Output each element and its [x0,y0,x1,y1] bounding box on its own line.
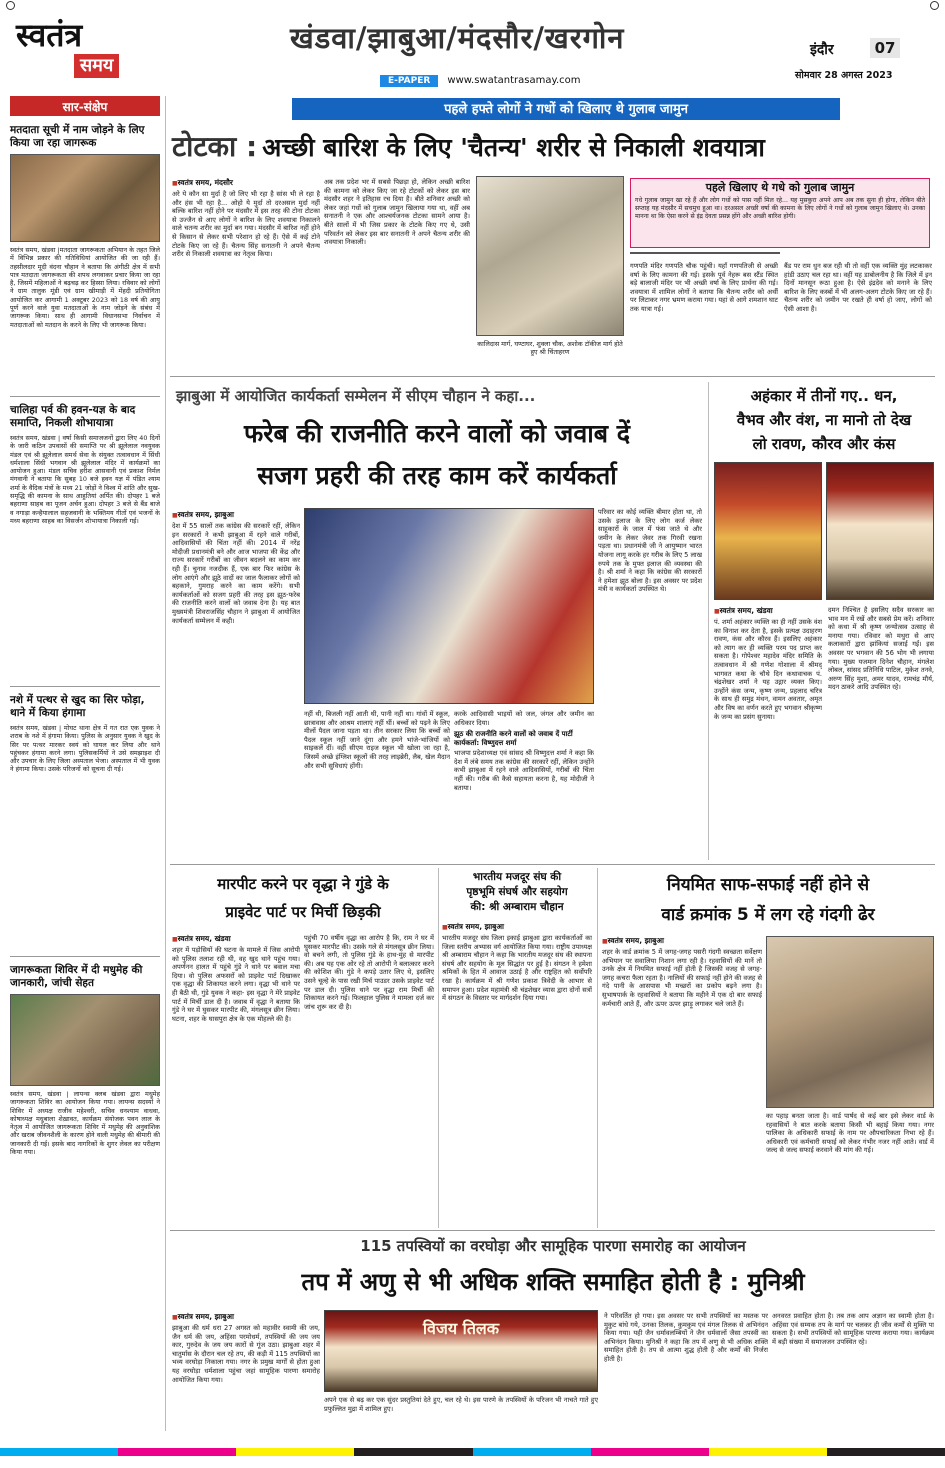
marpit-col-1 [172,934,300,1224]
logo-top-text: स्वतंत्र [16,16,83,54]
totka-body-3: गणपति मंदिर गणपति चौक पहुंची। यहाँ गणपतिजी से अच्छी वर्षा के लिए कामना की गई। इसके पूर्व नेहरू बस स्टैंड स्थित बड़े बालाजी मंदिर पर भी अच्छी वर्षा के लिए प्रार्थना की गई। शवयात्रा में शामिल लोगों ने बताया कि चैतन्य शरीर को अर्थी पर लिटाकर नगर भ्रमण कराया गया। यहां से आगे शमशान घाट तक यात्रा गई। [630,262,778,313]
mazdoor-headline [442,870,592,915]
ahankar-body-1: पं. शर्मा अहंकार व्यक्ति का ही नहीं उसके वंश का विनाश कर देता है, इसके प्रत्यक्ष उदाहरण रावण, कंस और कौरव हैं। इसलिए अहंकार को त्याग कर ही व्यक्ति परम पद प्राप्त कर सकता है। गोपेश्वर महादेव मंदिर समिति के तत्वावधान में श्री गणेश गोशाला में श्रीमद् भागवत कथा के चौथे दिन कथावाचक पं. चंद्रशेखर शर्मा ने यह उद्गार व्यक्त किए। उन्होंने कंस जन्म, कृष्ण जन्म, प्रहलाद चरित्र के साथ ही समुद्र मंथन, वामन अवतार, अमृत और विष का वर्णन करते हुए भगवान श्रीकृष्ण के जन्म का प्रसंग सुनाया। [714,618,822,721]
ahankar-body-2: दमन निश्चित है इसलिए सदैव सरकार का भाव मन में रखें और सबसे प्रेम करें। शनिवार को कथा में श्री कृष्ण जन्मोत्सव उत्साह से मनाया गया। रविवार को मथुरा से आए कलाकारों द्वारा झांकियां सजाई गईं। इस अवसर पर भगवान की 56 भोग भी लगाया गया। मुख्य यजमान दिनेश चौहान, मंगलेश लोबल, सांसद प्रतिनिधि पाटिल, मुकेश तनवे, अरुण सिंह मुशा, अमर यादव, रामचंद्र मौर्य, मदन ठाकरे आदि उपस्थित रहे। [828,606,934,692]
ahankar-photo-2 [826,462,934,600]
marpit-col-2 [304,934,434,1224]
totka-col-3 [630,262,778,370]
sidebar-divider [10,956,160,957]
mazdoor-headline-line-1: भारतीय मजदूर संघ की [472,871,562,883]
sidebar-item [10,124,160,386]
column-separator [597,868,598,1228]
registration-mark [930,1,939,10]
sidebar-item-headline: चालिहा पर्व की हवन-यज्ञ के बाद समाप्ति, निकली शोभायात्रा [10,404,136,429]
safai-headline-line-1: नियमित साफ-सफाई नहीं होने से [666,875,870,895]
cm-col-4 [598,508,702,860]
color-swatch-yellow [709,1448,827,1456]
bottom-color-bar [0,1448,945,1460]
sidebar [10,96,160,1431]
totka-body-4: बैंड पर राम धुन बज रही थी तो वहीं एक व्यक्ति मुंह लटकाकर हांडी उठाए चल रहा था। वहीं यह डाबोलनीय है कि जिले में इन दिनों मानसून रूठा हुआ है। ऐसे इंद्रदेव को मनाने के लिए बारिश के लिए कस्बों में भी अलग-अलग टोटके किए जा रहे हैं। चैतन्य शरीर को जमीन पर रखते ही वर्षा हो जाए, लोगों को ऐसी आशा है। [784,262,932,313]
cm-body-3: करके आदिवासी भाइयों को जल, जंगल और जमीन का अधिकार दिया। [454,710,594,727]
totka-col-2 [324,178,470,368]
cm-body-4: परिवार का कोई व्यक्ति बीमार होता था, तो उसके इलाज के लिए लोग कर्ज लेकर साहूकारों के जाल में फंस जाते थे और जमीन के लेकर जेवर तक गिरवी रखना पड़ता था। प्रधानमंत्री जी ने आयुष्मान भारत योजना लागू करके हर गरीब के लिए 5 लाख रुपये तक के मुफ्त इलाज की व्यवस्था की है। श्री शर्मा ने कहा कि कांग्रेस की सरकारों ने हमेशा झूठ बोला है। इस अवसर पर प्रदेश मंत्री व कार्यकर्ता उपस्थित थे। [598,508,702,594]
color-swatch-cyan [0,1448,118,1456]
ahankar-col-1 [714,606,822,860]
epaper-label: E-PAPER [380,75,438,87]
color-swatch-yellow [236,1448,354,1456]
column-separator [708,382,709,860]
safai-col-2 [766,1112,934,1224]
epaper-bar [380,68,820,86]
cm-body-1: देश में 55 सालों तक कांग्रेस की सरकारें रहीं, लेकिन इन सरकारों ने कभी झाबुआ में रहने वाले गरीबों, आदिवासियों की चिंता नहीं की। 2014 में नरेंद्र मोदीजी प्रधानमंत्री बने और आज भाजपा की केंद्र और राज्य सरकारें गरीबों का जीवन बदलने का काम कर रही हैं। चुनाव नजदीक हैं, एक बार फिर कांग्रेस के लोग आएंगे और झूठे वादों का जाल फैलाकर लोगों को बहकाने, गुमराह करने का काम करेंगे। सभी कार्यकर्ताओं को सजग प्रहरी की तरह इस झूठ-फरेब की राजनीति करने वालों को जवाब देना है। यह बात मुख्यमंत्री शिवराजसिंह चौहान ने झाबुआ में आयोजित कार्यकर्ता सम्मेलन में कही। [172,522,300,625]
totka-kicker: पहले हफ्ते लोगों ने गधों को खिलाए थे गुलाब जामुन [444,102,688,117]
edition-title: खंडवा/झाबुआ/मंदसौर/खरगोन [290,21,625,55]
sidebar-item-photo [10,154,160,242]
page-number-badge [870,38,900,58]
cm-subhead: झूठ की राजनीति करने वालों को जवाब दें पार्टी कार्यकर्ता: विष्णुदत्त शर्मा [454,730,573,747]
sidebar-item-headline: जागरूकता शिविर में दी मधुमेह की जानकारी, जांची सेहत [10,964,143,989]
muni-col-3 [604,1312,768,1434]
issue-date: सोमवार 28 अगस्त 2023 [795,70,893,81]
masthead-logo [16,16,136,88]
city-label: इंदौर [810,42,834,58]
sidebar-title: सार-संक्षेप [62,100,108,114]
cm-dateline: ■ स्वतंत्र समय, झाबुआ [172,510,300,520]
totka-headline-prefix: टोटका : [172,130,258,163]
ahankar-headline-line-1: अहंकार में तीनों गए.. धन, [750,387,898,405]
marpit-headline [172,870,434,926]
totka-headline [172,124,932,170]
section-divider [170,1230,935,1231]
sidebar-item-body: स्वतंत्र समय, खंडवा |मतदाता जागरूकता अभियान के तहत जिले में विभिन्न प्रकार की गतिविधियां आयोजित की जा रही हैं। तहसीलदार मूदी वंदना चौहान ने बताया कि अंगीठी क्षेत्र में सभी पात्र मतदाता जागरूकता की शपथ लगवाकर प्रचार किया जा रहा है, जिसमें महिलाओं ने बढ़चढ़ कर हिस्सा लिया। रविवार को लोगों ने ग्राम तालुक मूंडी एवं ग्राम खीमाड़ी में मेंहदी प्रतियोगिता आयोजित कर आगामी 1 अक्टूबर 2023 को 18 वर्ष की आयु पूर्ण करने वाले युवा मतदाताओं के नाम जोड़ने के संबंध में जागरूक किया। साथ ही आगामी विधानसभा निर्वाचन में मतदाताओं को मतदान के करने के लिए भी जागरूक किया। [10,246,160,329]
muni-col-1 [172,1312,320,1434]
safai-body-1: शहर के वार्ड क्रमांक 5 में जगह-जगह पसरी गंदगी स्वच्छता सर्वेक्षण अभियान पर सवालिया निशान लगा रही है। रहवासियों की मानें तो उनके क्षेत्र में नियमित सफाई नहीं होती है जिसकी वजह से जगह-जगह कचरा फैला रहता है। नालियों की सफाई नहीं होने की वजह से गंदे पानी के आसपास भी मच्छरों का प्रकोप बढ़ने लगा है। सुभाषपार्क के रहवासियों ने बताया कि महीने में एक दो बार सफाई कर्मचारी आते हैं, और ऊपर ऊपर झाड़ू लगाकर चले जाते हैं। [602,948,762,1008]
marpit-headline-line-1: मारपीट करने पर वृद्धा ने गुंडे के [217,875,389,893]
top-print-marks [0,0,945,10]
color-swatch-magenta [591,1448,709,1456]
cm-body-3b: भाजपा प्रदेशाध्यक्ष एवं सांसद श्री विष्णुदत्त शर्मा ने कहा कि देश में लंबे समय तक कांग्रेस की सरकारें रहीं, लेकिन उन्होंने कभी झाबुआ में रहने वाले आदिवासियों, गरीबों की चिंता नहीं की। गरीब की कैसे सहायता करना है, यह मोदीजी ने बताया। [454,749,594,792]
logo-bottom-text: समय [80,55,114,76]
page-number: 07 [874,39,896,57]
totka-col-4 [784,262,932,370]
mazdoor-headline-line-2: पृष्ठभूमि संघर्ष और सहयोग [466,886,568,898]
totka-side-body: गधे गुलाब जामुन खा रहे हैं और लोग गधों को पास नहीं मिल रहे... यह मुसकुरा अपने आप अब तक सुना ही होगा, लेकिन बीते सप्ताह यह मंदसौर में सचमुच हुआ था। दरअसल अच्छी वर्षा की कामना के लिए लोगों ने गधों को गुलाब जामुन खिलाए थे। उनका मानना था कि ऐसा करने से इंद्र देवता प्रसन्न होंगे और अच्छी बारिश होगी। [635,197,925,220]
safai-dateline: ■ स्वतंत्र समय, झाबुआ [602,936,762,946]
totka-photo-caption: कालिदास मार्ग, घण्टाघर, शुक्ला चौक, अशोक टॉकीज मार्ग होते हुए श्री चिंताहरण [477,340,623,356]
sidebar-item [10,694,160,874]
website-link[interactable]: www.swatantrasamay.com [447,75,581,86]
muni-body-4: अनवरत प्रवाहित होता है। तब तक आप अज्ञान का स्वामी होता है। अहिंसा एवं सम्यक तप के मार्ग पर चलकर ही जीव कर्मों से मुक्ति पा सकता है। सभी तपस्वियों को सामूहिक पारणा कराया गया। कार्यक्रम में बड़ी संख्या में समाजजन उपस्थित रहे। [772,1312,934,1346]
ahankar-headline-line-2: वैभव और वंश, ना मानो तो देख [736,411,912,429]
sidebar-item-body: स्वतंत्र समय, खंडवा | वर्षा किसी समाजजनों द्वारा लिए 40 दिनों के जारी कठिन उपवासों की समाप्ति पर श्री झूलेलाल नवयुवक मंडल एवं श्री झूलेलाल समर्थ सेवा के संयुक्त तत्वावधान में सिंधी धर्मशाला सिंधी भगवान श्री झूलेलाल मंदिर में कार्यक्रमों का आयोजन हुआ। मंडल सचिव हरीश आसवानी एवं प्रकाश निर्मल मंगवानी ने बताया कि सुबह 10 बजे हवन यज्ञ में पंडित श्याम शर्मा के वैदिक मंत्रों के मध्य 21 जोड़ों ने विश्व में शांति और सुख-समृद्धि की कामना के साथ आहुतियां अर्पित की। दोपहर 1 बजे बहराणा साहब का पूजन अर्चन हुआ। दोपहर 3 बजे से बैंड बाजे व नगाड़ा कन्हैयालाल सहजवानी के भक्तिमय गीतों एवं भजनों के मध्य बहराणा साहब का विसर्जन शोभायात्रा निकाली गई। [10,434,160,525]
muni-body-1: झाबुआ की धर्म धरा 27 अगस्त को महावीर स्वामी की जय, जैन धर्म की जय, अहिंसा परमोधर्म, तपस्वियों की जय जय कार, गुरुदेव के जय जय कारों से गूंज उठा। झाबुआ शहर में चातुर्मास के दौरान चल रहे तप, की कड़ी में 115 तपस्वियों का भव्य वरघोड़ा निकाला गया। नगर के प्रमुख मार्गों से होता हुआ यह वरघोड़ा धर्मशाला पहुंचा जहां सामूहिक पारणा समारोह आयोजित किया गया। [172,1324,320,1384]
muni-photo-caption: अपने एक से बढ़ कर एक सुंदर प्रस्तुतियां देते हुए, चल रहे थे। इस पारणे के तपस्वियों के परिजन भी नाचते गाते हुए प्रफुल्लित मुद्रा में शामिल हुए। [324,1396,598,1413]
sidebar-header [10,96,160,116]
mazdoor-headline-line-3: की: श्री अम्बाराम चौहान [470,901,564,913]
cm-headline-line-1: फरेब की राजनीति करने वालों को जवाब दें [244,419,630,448]
muni-body-3: ने परिवर्तित हो गया। इस अवसर पर सभी तपस्वियों का मस्तक पर मुकुट बांधे गये, उनका तिलक, कुमकुम एवं मंगल तिलक से अभिनंदन किया गया। यही जैन धर्मावलम्बियों ने जैन धर्मवालों जैसा तपस्वी का अभिनंदन किया। मुनिश्री ने कहा कि तप में अणु से भी अधिक शक्ति समाहित होती है। तप से आत्मा शुद्ध होती है और कर्मों की निर्जरा होती है। [604,1312,768,1363]
totka-side-box [630,178,930,248]
registration-mark [6,1,15,10]
ahankar-photo-1 [714,462,822,600]
cm-col-2 [304,710,450,860]
ahankar-col-2 [828,606,934,860]
sidebar-item-body: स्वतंत्र समय, खंडवा | लायन्स क्लब खंडवा द्वारा मधुमेह जागरूकता शिविर का आयोजन किया गया। लायन्स सदस्यों ने शिविर में अध्यक्ष राजीव महेश्वरी, सचिव धनश्याम वाधवा, कोषाध्यक्ष मधुबाला शेख़ावत, कार्यक्रम संयोजक पवन लाल के नेतृत्व में आयोजित जागरूकता शिविर में मधुमेह की अनुवांशिक और खराब जीवनशैली के कारण होने वाली मधुमेह की बीमारी की जानकारी दी गई। इसके बाद नागरिकों के शुगर लेवल का परीक्षण किया गया। [10,1090,160,1157]
color-swatch-cyan [473,1448,591,1456]
muni-headline: तप में अणु से भी अधिक शक्ति समाहित होती है : मुनिश्री [301,1268,805,1296]
color-swatch-black [354,1448,472,1456]
totka-dateline: ■ स्वतंत्र समय, मंदसौर [172,178,320,188]
totka-photo [476,176,624,336]
muni-photo-banner: विजय तिलक [422,1319,500,1338]
sidebar-item-headline: मतदाता सूची में नाम जोड़ने के लिए किया जा रहा जागरूक [10,124,145,149]
safai-body-2: का पहाड़ बनता जाता है। वार्ड पार्षद से कई बार इसे लेकर वार्ड के रहवासियों ने बात करके बताया किसी भी बहाई किया गया। नगर पालिका के अधिकारी सफाई के नाम पर औपचारिकता निभा रहे हैं। अधिकारी एवं कर्मचारी सफाई को लेकर गंभीर नजर नहीं आते। वार्ड में जल्द से जल्द सफाई करवाने की मांग की गई। [766,1112,934,1155]
cm-col-1 [172,510,300,860]
muni-kicker: 115 तपस्वियों का वरघोड़ा और सामूहिक पारणा समारोह का आयोजन [360,1237,746,1255]
sidebar-item-body: स्वतंत्र समय, खंडवा | मोघट थाना क्षेत्र में गत रात एक युवक ने शराब के नशे में हंगामा किया। पुलिस के अनुसार युवक ने खुद के सिर पर पत्थर मारकर स्वयं को घायल कर लिया और थाने पहुंचकर हंगामा करने लगा। पुलिसकर्मियों ने उसे समझाइश दी और उपचार के लिए जिला अस्पताल भेजा। अस्पताल में भी युवक ने हंगामा किया। उसके परिजनों को सूचना दी गई। [10,724,160,774]
section-divider [170,376,935,377]
totka-body-2: अब तक प्रदेश भर में सबसे पिछड़ा हो, लेकिन अच्छी बारिश की कामना को लेकर किए जा रहे टोटकों को लेकर इस बार मंदसौर शहर ने इतिहास रच दिया है। बीते शनिवार अच्छी को लेकर जहां गधों को गुलाब जामुन खिलाया गया था, वहीं अब सनातनी ने एक और आश्चर्यजनक टोटका सामने आया है। बीते सालों में भी जिस प्रकार के टोटके किए गए थे, उसी परिवर्तन को लेकर इस बार सनातनी ने अपने चैतन्य शरीर की शवयात्रा निकाली। [324,178,470,247]
ahankar-headline [714,384,934,456]
totka-body-1: अरे ये कौन सा मुर्दा है जो लिए भी रहा है सांस भी ले रहा है और हंस भी रहा है... ओहो ये मुर्दा तो दरअसल मुर्दा नहीं बल्कि बारिश नहीं होने पर मंदसौर में इस तरह की टोना टोटका से उज्जैन से आए लोगों ने बारिश के लिए शवयात्रा निकालने वाले चतन्य शरीर का मुर्दा बन गया। मंदसौर में बारिश नहीं होने से किसान से लेकर सभी परेशान हो रहे हैं। ऐसे में कई टोने टोटके किए जा रहे हैं। चैतन्य सिंह सनातनी ने अपने चैतन्य शरीर से निकाली शवयात्रा का नेतृत्व किया। [172,190,320,259]
cm-col-3 [454,710,594,860]
muni-col-4 [772,1312,934,1434]
sidebar-item [10,404,160,678]
muni-photo [324,1310,598,1392]
color-swatch-black [827,1448,945,1456]
totka-side-photo-1 [630,252,780,254]
safai-col-1 [602,936,762,1224]
sidebar-divider [10,396,160,397]
sidebar-divider [10,686,160,687]
totka-col-1 [172,178,320,368]
mazdoor-col [442,922,592,1224]
totka-headline-text: अच्छी बारिश के लिए 'चैतन्य' शरीर से निकाली शवयात्रा [262,133,765,162]
section-divider [170,864,935,865]
muni-dateline: ■ स्वतंत्र समय, झाबुआ [172,1312,320,1322]
sidebar-separator [165,96,166,1431]
marpit-headline-line-2: प्राइवेट पार्ट पर मिर्ची छिड़की [225,903,381,921]
color-swatch-magenta [118,1448,236,1456]
sidebar-item-headline: नशे में पत्थर से खुद का सिर फोड़ा, थाने में किया हंगामा [10,694,145,719]
cm-body-2: नहीं थी, बिजली नहीं आती थी, पानी नहीं था। गांवों में स्कूल, छात्रावास और आश्रम शालाएं नहीं थीं। बच्चों को पढ़ने के लिए मीलों पैदल जाना पड़ता था। तीन सरकार लिया कि बच्चों को पैदल स्कूल नहीं जाने दूंगा और हमने भांजे-भांजियों को साइकलें दीं। वहीं सीएम राइज स्कूल भी खोला जा रहा है, जिसमें अच्छे इंग्लिश स्कूलों की तरह लाइब्रेरी, लैब, खेल मैदान और सभी सुविधाएं होंगी। [304,710,450,770]
cm-headline-line-2: सजग प्रहरी की तरह काम करें कार्यकर्ता [257,461,617,490]
ahankar-dateline: ■ स्वतंत्र समय, खंडवा [714,606,822,616]
cm-kicker: झाबुआ में आयोजित कार्यकर्ता सम्मेलन में सीएम चौहान ने कहा... [176,387,536,405]
ahankar-headline-line-3: लो रावण, कौरव और कंस [752,435,896,453]
marpit-body-1: शहर में पड़ोसियों की घटना के मामले में जिस आरोपी को पुलिस तलाश रही थी, वह खुद थाने पहुंच गया। अपर्णनन हालत में पहुंचे गुंडे ने थाने पर बवाल मचा दिया। वो पुलिस अफसरों को प्राइवेट पार्ट दिखाकर एक वृद्धा की शिकायत करने लगा। वृद्धा भी थाने पर ही बैठी थी, गुंडे युवक ने कहा- इस वृद्धा ने मेरे प्राइवेट पार्ट में मिर्ची डाल दी है। जवाब में वृद्धा ने बताया कि गुंडे ने घर में घुसकर मारपीट की, मंगलसूत्र छीन लिया। घटना, शहर के घासपुरा क्षेत्र के एक मोहल्ले की है। [172,946,300,1023]
cm-photo [304,508,594,704]
mazdoor-dateline: ■ स्वतंत्र समय, झाबुआ [442,922,592,932]
totka-side-head: पहले खिलाए थे गधे को गुलाब जामुन [705,181,855,194]
marpit-dateline: ■ स्वतंत्र समय, खंडवा [172,934,300,944]
kicker-banner [292,98,840,120]
masthead [10,12,935,90]
sidebar-item-photo [10,994,160,1086]
safai-headline-line-2: वार्ड क्रमांक 5 में लग रहे गंदगी ढेर [661,905,875,925]
marpit-body-2: पहुंची 70 वर्षीय वृद्धा का आरोप है कि, राम ने घर में घुसकर मारपीट की। उसके गले से मंगलसूत्र छीन लिया। वो बचने लगी, तो पुलिस गुंडे के हाथ-मुंह से मारपीट की। अब यह एक ओर रहे तो आरोपी ने बलात्कार करने की कोशिश की। गुंडे ने कपड़े उतार लिए थे, इसलिए उसने चूल्हे के पास रखी मिर्च पाउडर उसके प्राइवेट पार्ट पर डाल दी। पुलिस थाने पर वृद्धा राम मिर्ची की शिकायत करने गई। फिलहाल पुलिस ने मामला दर्ज कर जांच शुरू कर दी है। [304,934,434,1011]
column-separator [438,868,439,1228]
mazdoor-body: भारतीय मजदूर संघ जिला इकाई झाबुआ द्वारा कार्यकर्ताओं का जिला स्तरीय अभ्यास वर्ग आयोजित किया गया। राष्ट्रीय उपाध्यक्ष श्री अम्बाराम चौहान ने कहा कि भारतीय मजदूर संघ की स्थापना संघर्ष और सहयोग के मूल सिद्धांत पर हुई है। संगठन ने हमेशा श्रमिकों के हित में आवाज उठाई है और राष्ट्रहित को सर्वोपरि रखा है। कार्यक्रम में श्री गणेश प्रकाश त्रिवेदी के आभार से समापन हुआ। प्रदेश महामंत्री श्री चंद्रशेखर व्यास द्वारा दोनों सत्रों में संगठन के विस्तार पर मार्गदर्शन दिया गया। [442,934,592,1003]
sidebar-item [10,964,160,1380]
safai-headline [602,870,934,930]
safai-photo [766,936,934,1108]
logo-bottom-badge [74,54,119,78]
